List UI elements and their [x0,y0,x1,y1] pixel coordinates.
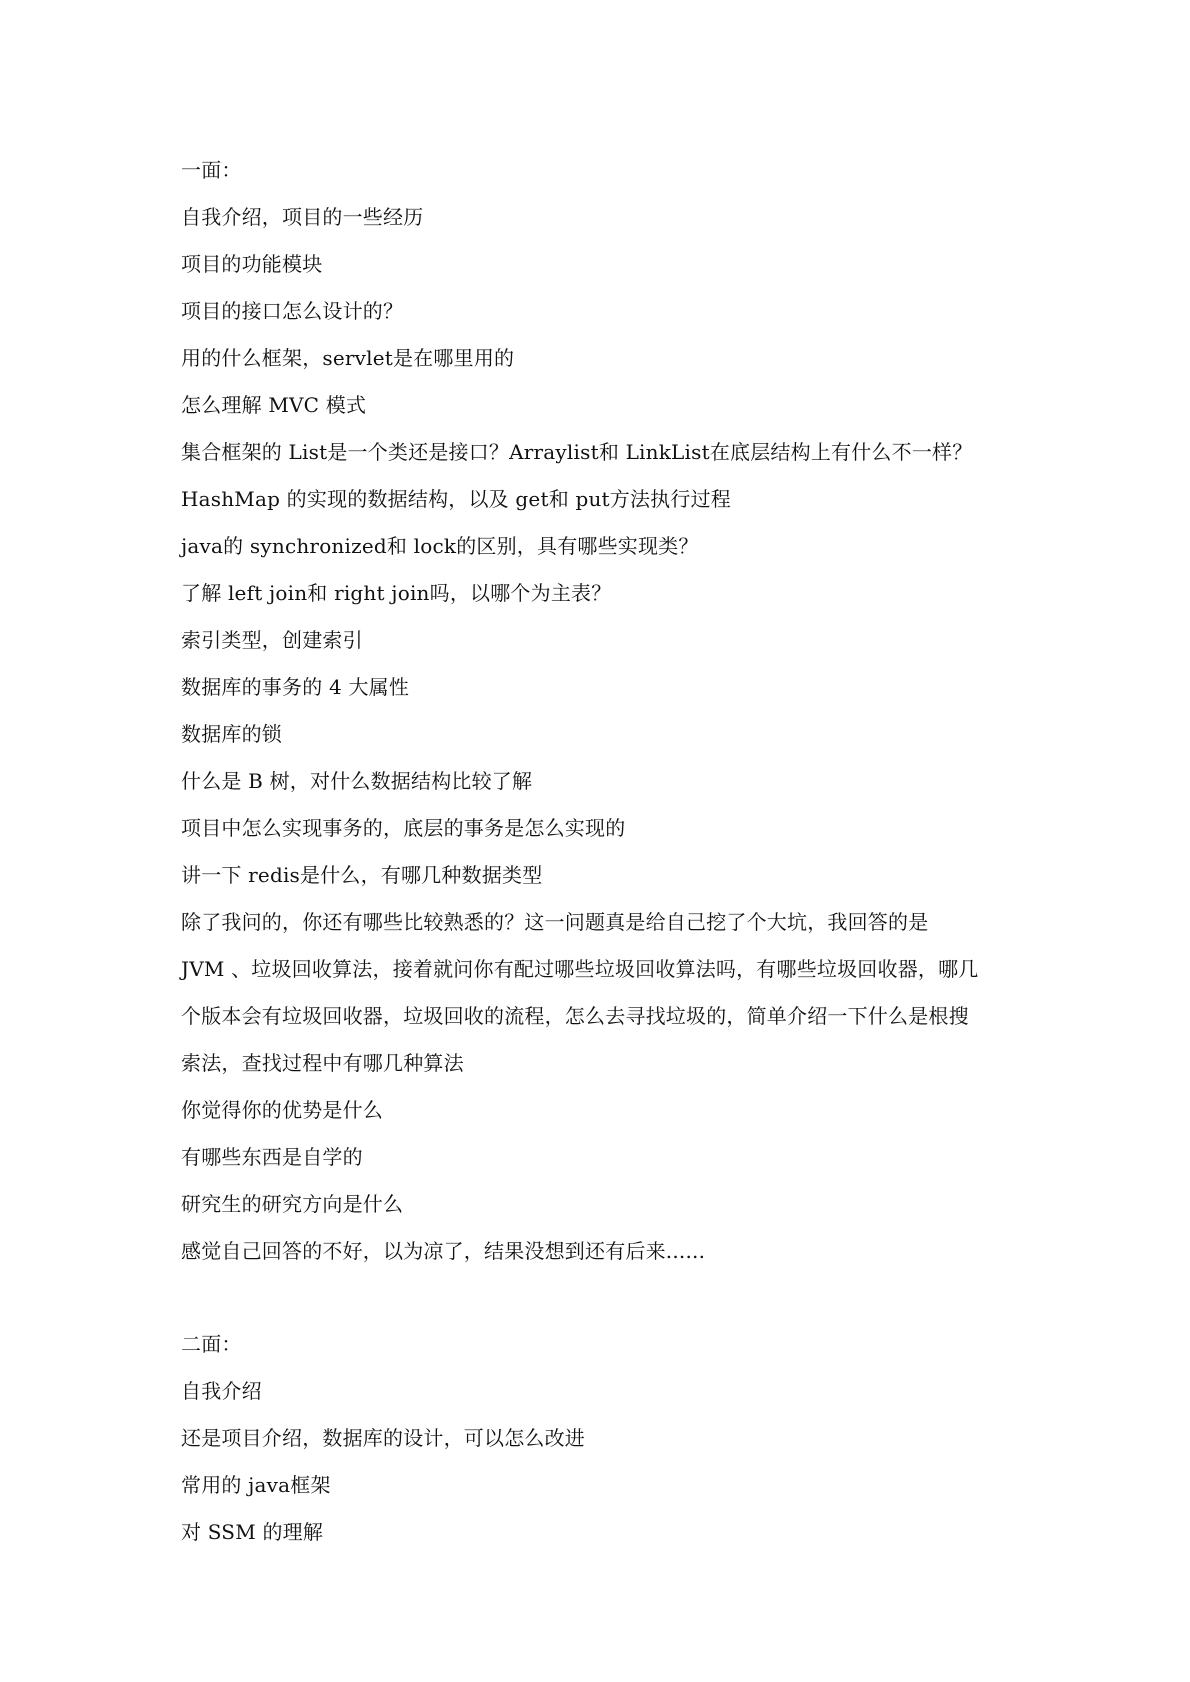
section-spacer [181,1278,1041,1324]
text-line: 有哪些东西是自学的 [181,1145,363,1169]
text-line: 自我介绍，项目的一些经历 [181,205,424,229]
text-line: 你觉得你的优势是什么 [181,1098,383,1122]
text-line: 索法，查找过程中有哪几种算法 [181,1051,464,1075]
text-line: 还是项目介绍，数据库的设计，可以怎么改进 [181,1426,585,1450]
text-line: 什么是 B 树，对什么数据结构比较了解 [181,769,533,793]
section-heading-second-interview: 二面： [181,1332,242,1356]
text-line: 个版本会有垃圾回收器，垃圾回收的流程，怎么去寻找垃圾的，简单介绍一下什么是根搜 [181,1004,969,1028]
document-body [181,150,1041,1559]
text-line: 索引类型，创建索引 [181,628,363,652]
text-line: 研究生的研究方向是什么 [181,1192,404,1216]
text-line: 感觉自己回答的不好，以为凉了，结果没想到还有后来...... [181,1239,706,1263]
text-line: 常用的 java框架 [181,1473,331,1497]
text-line: 对 SSM 的理解 [181,1520,324,1544]
text-line: 项目的功能模块 [181,252,323,276]
text-line: java的 synchronized和 lock的区别，具有哪些实现类？ [181,534,699,558]
text-line: 集合框架的 List是一个类还是接口？Arraylist和 LinkList在底层结构上有什么不一样？ [181,440,973,464]
text-line: 怎么理解 MVC 模式 [181,393,367,417]
text-line: 项目中怎么实现事务的，底层的事务是怎么实现的 [181,816,626,840]
text-line: JVM 、垃圾回收算法，接着就问你有配过哪些垃圾回收算法吗，有哪些垃圾回收器，哪几 [181,957,979,981]
text-line: 除了我问的，你还有哪些比较熟悉的？这一问题真是给自己挖了个大坑，我回答的是 [181,910,929,934]
text-line: 用的什么框架，servlet是在哪里用的 [181,346,515,370]
section-heading-first-interview: 一面： [181,158,242,182]
text-line: 了解 left join和 right join吗，以哪个为主表？ [181,581,612,605]
text-line: HashMap 的实现的数据结构，以及 get和 put方法执行过程 [181,487,731,511]
text-line: 项目的接口怎么设计的？ [181,299,404,323]
text-line: 数据库的锁 [181,722,282,746]
text-line: 讲一下 redis是什么，有哪几种数据类型 [181,863,543,887]
text-line: 数据库的事务的 4 大属性 [181,675,410,699]
text-line: 自我介绍 [181,1379,262,1403]
